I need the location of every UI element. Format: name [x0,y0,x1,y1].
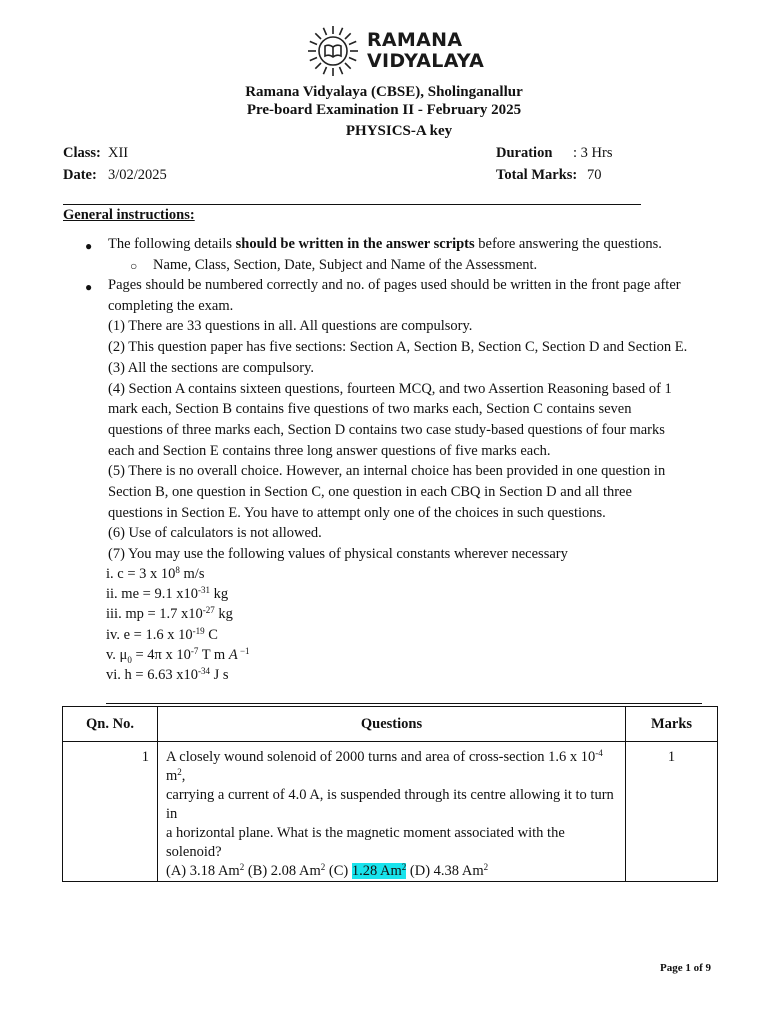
column-header-marks: Marks [626,707,718,742]
table-row [63,742,718,882]
instruction-line: (5) There is no overall choice. However, an internal choice has been provided in one question in [108,463,666,480]
instruction-line: (4) Section A contains sixteen questions, fourteen MCQ, and two Assertion Reasoning based of 1 [108,380,672,397]
sun-book-emblem-icon [306,24,360,78]
constant-mu0: v. $\mu_0 = 4\pi$ x $10^{-7}$ T m A $^{-1}$ [106,646,250,665]
option-b: (B) 2.08 Am [244,863,321,879]
instruction-line: Section B, one question in Section C, one question in each CBQ in Section D and all three [108,484,632,500]
question-line: carrying a current of 4.0 A, is suspended through its centre allowing it to turn in [166,787,614,822]
option-c-correct-highlight: 1.28 Am$^2$ [351,862,407,879]
logo-line-1: RAMANA [367,29,463,51]
total-marks-label: Total Marks: [496,167,578,183]
instructions-title: General instructions: [63,207,195,223]
instruction-line: each and Section E contains three long answer questions of five marks each. [108,442,551,459]
constant-mp: iii. mp = 1.7 $x10^{-27}$ kg [106,605,233,622]
constant-h: vi. h = 6.63 $x10^{-34}$ J s [106,666,229,683]
hollow-bullet-icon: ○ [130,259,138,273]
subject-title: PHYSICS-A key [345,123,453,139]
answer-options: (A) 3.18 Am$^2$ (B) 2.08 Am$^2$ (C) 1.28 Am$^2$ (D) 4.38 Am$^2$ [166,862,489,879]
constants-divider [106,703,702,704]
column-header-questions: Questions [158,707,626,742]
constant-c: i. c = 3 x $10^8$ m/s [106,565,205,582]
school-name: Ramana Vidyalaya (CBSE), Sholinganallur [245,84,523,100]
bullet-dot-icon: ● [85,280,93,294]
question-text [158,742,626,882]
constant-me: ii. me = 9.1 $x10^{-31}$ kg [106,585,229,602]
instruction-1-emphasis: should be written in the answer scripts [235,236,475,252]
instruction-line: Pages should be numbered correctly and no. of pages used should be written in the front page after [108,277,681,293]
instruction-line: (6) Use of calculators is not allowed. [108,525,322,542]
questions-table [62,706,718,882]
duration-label: Duration [496,145,553,161]
question-line: A closely wound solenoid of 2000 turns and area of cross-section 1.6 x $10^{-4}$ $m^2$, [166,748,603,784]
header-divider [63,204,641,205]
date-label: Date: [63,167,97,183]
date-value: 3/02/2025 [108,167,167,183]
bullet-dot-icon: ● [85,239,93,253]
instruction-line: (7) You may use the following values of physical constants wherever necessary [108,546,568,563]
instruction-1-text-a: The following details [108,236,236,252]
column-header-qn-no: Qn. No. [63,707,158,742]
class-label: Class: [63,145,101,161]
total-marks-value: 70 [587,167,602,183]
exam-title: Pre-board Examination II - February 2025 [246,102,522,118]
instruction-line: (1) There are 33 questions in all. All questions are compulsory. [108,318,473,335]
instruction-line: (3) All the sections are compulsory. [108,359,315,376]
instruction-line: (2) This question paper has five sections: Section A, Section B, Section C, Section D and Section E. [108,339,688,356]
question-line: a horizontal plane. What is the magnetic moment associated with the solenoid? [166,825,565,860]
table-header-row [63,707,718,742]
instruction-line: mark each, Section B contains five questions of two marks each, Section C contains seven [108,401,632,418]
instruction-1-sub: Name, Class, Section, Date, Subject and Name of the Assessment. [153,257,538,273]
instruction-line: completing the exam. [108,297,234,314]
logo-wordmark [367,30,484,72]
instruction-1-text-b: before answering the questions. [474,236,662,252]
class-value: XII [108,145,129,161]
duration-value: : 3 Hrs [573,145,613,161]
instruction-line: questions of three marks each, Section D contains two case study-based questions of four marks [108,421,665,438]
logo-line-2: VIDYALAYA [367,50,485,72]
school-logo [306,24,486,82]
constant-e: iv. e = 1.6 x $10^{-19}$ C [106,626,218,643]
instruction-1 [108,236,662,253]
question-number: 1 [63,742,158,882]
option-d: (D) 4.38 Am [406,863,484,879]
page-number: Page 1 of 9 [659,962,711,974]
question-marks: 1 [626,742,718,882]
option-a: (A) 3.18 Am [166,863,240,879]
instruction-line: questions in Section E. You have to attempt only one of the choices in such questions. [108,504,606,521]
